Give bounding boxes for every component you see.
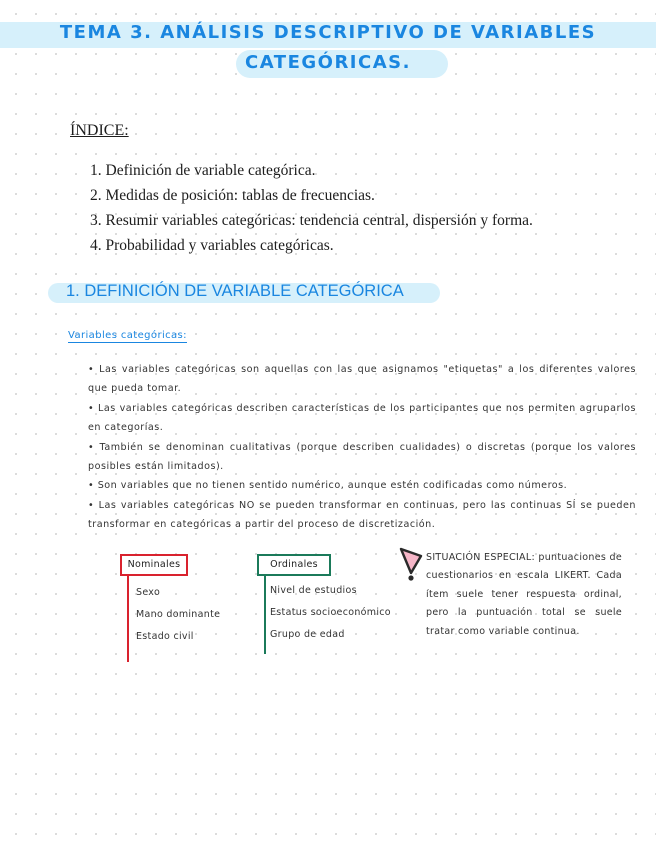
bullet-item: • También se denominan cualitativas (porque describen cualidades) o discretas (porque los valores posibles están limitados). (88, 441, 636, 473)
ordinales-item: Grupo de edad (270, 629, 345, 640)
index-list (90, 158, 533, 258)
nominales-item: Estado civil (136, 631, 194, 642)
ordinales-label-box: Ordinales (257, 554, 331, 576)
index-heading: ÍNDICE: (70, 122, 129, 139)
index-item: 1. Definición de variable categórica. (90, 162, 316, 179)
nominales-line (127, 576, 129, 662)
ordinales-line (264, 576, 266, 654)
index-item: 4. Probabilidad y variables categóricas. (90, 237, 334, 254)
nominales-item: Sexo (136, 587, 161, 598)
ordinales-item: Estatus socioeconómico (270, 607, 391, 618)
nominales-label-box: Nominales (120, 554, 188, 576)
bullet-item: • Son variables que no tienen sentido numérico, aunque estén codificadas como números. (88, 480, 568, 492)
subheading: Variables categóricas: (68, 330, 187, 341)
bullet-item: • Las variables categóricas son aquellas con las que asignamos "etiquetas" a los diferentes valores que pueda tomar. (88, 364, 636, 395)
nominales-item: Mano dominante (136, 609, 221, 620)
special-note (426, 549, 622, 641)
bullet-item: • Las variables categóricas NO se pueden transformar en continuas, pero las continuas SÍ se pueden transformar en categóricas a partir del proceso de discretización. (88, 499, 636, 531)
warning-flag-icon (398, 546, 424, 582)
special-note-text: SITUACIÓN ESPECIAL: puntuaciones de cuestionarios en escala LIKERT. Cada ítem suele tener respuesta ordinal, pero la puntuación total se suele tratar como variable continua. (426, 552, 622, 637)
bullet-list (88, 360, 636, 535)
nominales-list (136, 582, 220, 648)
ordinales-list (270, 580, 391, 646)
ordinales-item: Nivel de estudios (270, 585, 357, 596)
section-title: 1. DEFINICIÓN DE VARIABLE CATEGÓRICA (66, 282, 404, 300)
bullet-item: • Las variables categóricas describen características de los participantes que nos permiten agruparlos en categorías. (88, 402, 636, 434)
index-item: 2. Medidas de posición: tablas de frecuencias. (90, 187, 375, 204)
page-title-line-1: TEMA 3. ANÁLISIS DESCRIPTIVO DE VARIABLES (59, 22, 597, 43)
index-item: 3. Resumir variables categóricas: tendencia central, dispersión y forma. (90, 212, 533, 229)
page-title-line-2: CATEGÓRICAS. (245, 52, 411, 73)
